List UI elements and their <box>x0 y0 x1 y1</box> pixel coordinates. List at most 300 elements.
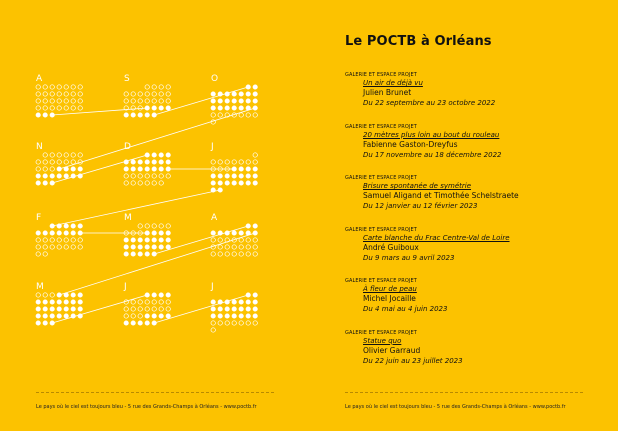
day-dot <box>43 167 47 171</box>
day-dot <box>211 300 215 304</box>
day-dot <box>166 99 170 103</box>
day-dot <box>225 174 229 178</box>
day-dot <box>166 293 170 297</box>
day-dot <box>71 293 75 297</box>
day-dot <box>50 85 54 89</box>
day-dot <box>36 238 40 242</box>
month-letter: A <box>211 213 218 223</box>
day-dot <box>211 307 215 311</box>
day-dot <box>232 231 236 235</box>
day-dot <box>152 245 156 249</box>
day-dot <box>152 153 156 157</box>
month-block <box>36 74 82 117</box>
day-dot <box>239 174 243 178</box>
day-dot <box>78 307 82 311</box>
event-artist: Samuel Aligand et Timothée Schelstraete <box>363 191 519 200</box>
month-letter: N <box>36 142 43 152</box>
period-link-line <box>52 190 220 226</box>
event-item <box>345 124 605 176</box>
day-dot <box>71 224 75 228</box>
day-dot <box>211 238 215 242</box>
day-dot <box>78 167 82 171</box>
day-dot <box>138 238 142 242</box>
day-dot <box>239 99 243 103</box>
day-dot <box>246 252 250 256</box>
day-dot <box>64 92 68 96</box>
day-dot <box>218 238 222 242</box>
month-letter: S <box>124 74 130 84</box>
day-dot <box>225 307 229 311</box>
event-dates: Du 12 janvier au 12 février 2023 <box>363 202 478 210</box>
day-dot <box>225 106 229 110</box>
day-dot <box>218 252 222 256</box>
day-dot <box>239 321 243 325</box>
day-dot <box>36 252 40 256</box>
day-dot <box>64 99 68 103</box>
day-dot <box>166 231 170 235</box>
event-artist: Olivier Garraud <box>363 345 421 355</box>
page-title: Le POCTB à Orléans <box>345 34 492 49</box>
day-dot <box>138 106 142 110</box>
month-letter: J <box>124 282 127 292</box>
month-block <box>124 142 170 185</box>
day-dot <box>64 160 68 164</box>
day-dot <box>166 314 170 318</box>
event-artist: Michel Jocaille <box>363 294 416 303</box>
month-letter: J <box>211 142 214 152</box>
day-dot <box>145 92 149 96</box>
event-title: Brisure spontanée de symétrie <box>363 182 472 190</box>
day-dot <box>57 307 61 311</box>
day-dot <box>152 99 156 103</box>
day-dot <box>159 245 163 249</box>
day-dot <box>239 252 243 256</box>
day-dot <box>50 174 54 178</box>
day-dot <box>253 307 257 311</box>
event-title: 20 mètres plus loin au bout du rouleau <box>363 130 500 139</box>
day-dot <box>131 238 135 242</box>
day-dot <box>36 113 40 117</box>
day-dot <box>50 231 54 235</box>
day-dot <box>253 167 257 171</box>
day-dot <box>218 106 222 110</box>
day-dot <box>78 106 82 110</box>
day-dot <box>71 99 75 103</box>
day-dot <box>124 92 128 96</box>
month-block <box>211 74 257 124</box>
day-dot <box>239 113 243 117</box>
day-dot <box>159 314 163 318</box>
event-list <box>345 72 605 381</box>
day-dot <box>159 85 163 89</box>
day-dot <box>225 314 229 318</box>
day-dot <box>159 293 163 297</box>
day-dot <box>71 167 75 171</box>
event-dates: Du 9 mars au 9 avril 2023 <box>363 253 455 262</box>
event-dates: Du 22 septembre au 23 octobre 2022 <box>363 99 496 107</box>
day-dot <box>232 252 236 256</box>
day-dot <box>78 85 82 89</box>
day-dot <box>64 231 68 235</box>
day-dot <box>152 160 156 164</box>
day-dot <box>232 106 236 110</box>
right-footer: Le pays où le ciel est toujours bleu - 5 rue des Grands-Champs à Orléans - www.poctb.fr <box>345 404 566 410</box>
day-dot <box>145 113 149 117</box>
day-dot <box>43 153 47 157</box>
day-dot <box>64 85 68 89</box>
day-dot <box>50 293 54 297</box>
day-dot <box>253 245 257 249</box>
day-dot <box>253 181 257 185</box>
day-dot <box>211 181 215 185</box>
day-dot <box>211 160 215 164</box>
event-artist: Fabienne Gaston-Dreyfus <box>363 139 458 149</box>
event-dates: Du 22 juin au 23 juillet 2023 <box>363 356 463 365</box>
day-dot <box>64 238 68 242</box>
day-dot <box>211 328 215 332</box>
day-dot <box>124 99 128 103</box>
day-dot <box>138 307 142 311</box>
day-dot <box>232 245 236 249</box>
day-dot <box>138 181 142 185</box>
day-dot <box>232 160 236 164</box>
day-dot <box>36 92 40 96</box>
day-dot <box>71 307 75 311</box>
event-dates: Du 17 novembre au 18 décembre 2022 <box>363 150 502 159</box>
dot-calendar <box>0 0 300 380</box>
day-dot <box>43 293 47 297</box>
day-dot <box>166 153 170 157</box>
day-dot <box>124 238 128 242</box>
day-dot <box>71 160 75 164</box>
day-dot <box>232 99 236 103</box>
day-dot <box>152 224 156 228</box>
day-dot <box>131 113 135 117</box>
day-dot <box>159 174 163 178</box>
day-dot <box>36 174 40 178</box>
day-dot <box>50 307 54 311</box>
event-item <box>345 175 605 227</box>
day-dot <box>246 92 250 96</box>
day-dot <box>218 245 222 249</box>
event-item <box>345 72 605 124</box>
day-dot <box>246 300 250 304</box>
day-dot <box>211 252 215 256</box>
day-dot <box>43 99 47 103</box>
day-dot <box>246 167 250 171</box>
day-dot <box>166 307 170 311</box>
day-dot <box>218 314 222 318</box>
day-dot <box>218 113 222 117</box>
day-dot <box>138 113 142 117</box>
event-artist: Julien Brunet <box>363 88 412 97</box>
day-dot <box>78 92 82 96</box>
day-dot <box>211 99 215 103</box>
month-letter: A <box>36 74 43 84</box>
event-item <box>345 227 605 279</box>
day-dot <box>138 174 142 178</box>
day-dot <box>232 300 236 304</box>
day-dot <box>166 300 170 304</box>
day-dot <box>232 181 236 185</box>
day-dot <box>225 252 229 256</box>
day-dot <box>246 238 250 242</box>
day-dot <box>166 238 170 242</box>
day-dot <box>57 99 61 103</box>
event-category: GALERIE ET ESPACE PROJET <box>345 278 417 284</box>
day-dot <box>145 252 149 256</box>
period-link-line <box>59 233 255 295</box>
day-dot <box>211 113 215 117</box>
day-dot <box>78 300 82 304</box>
day-dot <box>211 321 215 325</box>
day-dot <box>159 224 163 228</box>
day-dot <box>124 321 128 325</box>
right-divider <box>345 392 583 393</box>
day-dot <box>145 174 149 178</box>
day-dot <box>138 92 142 96</box>
day-dot <box>138 224 142 228</box>
day-dot <box>131 92 135 96</box>
day-dot <box>71 92 75 96</box>
day-dot <box>57 160 61 164</box>
day-dot <box>145 314 149 318</box>
day-dot <box>145 181 149 185</box>
day-dot <box>145 99 149 103</box>
day-dot <box>246 245 250 249</box>
day-dot <box>166 85 170 89</box>
day-dot <box>225 99 229 103</box>
day-dot <box>145 160 149 164</box>
day-dot <box>36 321 40 325</box>
month-block <box>124 213 170 256</box>
day-dot <box>124 113 128 117</box>
day-dot <box>71 238 75 242</box>
day-dot <box>78 238 82 242</box>
day-dot <box>225 181 229 185</box>
day-dot <box>124 181 128 185</box>
day-dot <box>50 160 54 164</box>
day-dot <box>159 99 163 103</box>
day-dot <box>246 314 250 318</box>
day-dot <box>253 85 257 89</box>
day-dot <box>43 245 47 249</box>
day-dot <box>218 181 222 185</box>
day-dot <box>239 300 243 304</box>
day-dot <box>50 92 54 96</box>
day-dot <box>50 314 54 318</box>
day-dot <box>145 245 149 249</box>
day-dot <box>211 231 215 235</box>
day-dot <box>64 224 68 228</box>
day-dot <box>64 174 68 178</box>
day-dot <box>246 174 250 178</box>
day-dot <box>43 238 47 242</box>
month-block <box>210 282 257 332</box>
day-dot <box>239 160 243 164</box>
event-dates: Du 4 mai au 4 juin 2023 <box>363 305 448 313</box>
day-dot <box>159 231 163 235</box>
day-dot <box>43 106 47 110</box>
day-dot <box>138 314 142 318</box>
month-block <box>36 213 82 256</box>
day-dot <box>159 153 163 157</box>
day-dot <box>57 231 61 235</box>
day-dot <box>232 321 236 325</box>
day-dot <box>36 160 40 164</box>
month-block <box>210 142 257 192</box>
day-dot <box>152 300 156 304</box>
day-dot <box>145 238 149 242</box>
day-dot <box>246 99 250 103</box>
day-dot <box>145 300 149 304</box>
day-dot <box>152 174 156 178</box>
day-dot <box>239 238 243 242</box>
day-dot <box>71 245 75 249</box>
day-dot <box>64 153 68 157</box>
day-dot <box>131 307 135 311</box>
day-dot <box>64 300 68 304</box>
event-title: À fleur de peau <box>363 285 417 293</box>
day-dot <box>71 300 75 304</box>
day-dot <box>253 314 257 318</box>
day-dot <box>36 300 40 304</box>
day-dot <box>253 300 257 304</box>
day-dot <box>239 92 243 96</box>
day-dot <box>78 99 82 103</box>
event-artist: André Guiboux <box>363 242 419 252</box>
period-link-line <box>59 108 255 169</box>
day-dot <box>232 314 236 318</box>
day-dot <box>239 181 243 185</box>
day-dot <box>218 99 222 103</box>
event-category: GALERIE ET ESPACE PROJET <box>345 72 417 78</box>
event-title: Carte blanche du Frac Centre-Val de Loire <box>363 233 510 242</box>
month-letter: F <box>36 213 42 223</box>
day-dot <box>253 92 257 96</box>
day-dot <box>50 300 54 304</box>
day-dot <box>43 307 47 311</box>
month-letter: D <box>124 142 131 152</box>
day-dot <box>152 85 156 89</box>
day-dot <box>57 153 61 157</box>
day-dot <box>211 92 215 96</box>
day-dot <box>71 153 75 157</box>
day-dot <box>239 307 243 311</box>
day-dot <box>166 92 170 96</box>
event-category: GALERIE ET ESPACE PROJET <box>345 123 417 130</box>
day-dot <box>124 174 128 178</box>
day-dot <box>145 224 149 228</box>
day-dot <box>131 300 135 304</box>
day-dot <box>78 224 82 228</box>
month-letter: M <box>124 213 132 223</box>
day-dot <box>36 99 40 103</box>
day-dot <box>131 167 135 171</box>
day-dot <box>225 321 229 325</box>
day-dot <box>246 307 250 311</box>
day-dot <box>36 106 40 110</box>
day-dot <box>57 174 61 178</box>
day-dot <box>232 92 236 96</box>
day-dot <box>225 245 229 249</box>
day-dot <box>232 174 236 178</box>
day-dot <box>159 307 163 311</box>
day-dot <box>36 307 40 311</box>
day-dot <box>218 174 222 178</box>
day-dot <box>71 106 75 110</box>
day-dot <box>218 307 222 311</box>
day-dot <box>124 245 128 249</box>
day-dot <box>50 245 54 249</box>
day-dot <box>152 167 156 171</box>
day-dot <box>43 181 47 185</box>
day-dot <box>246 321 250 325</box>
day-dot <box>43 92 47 96</box>
day-dot <box>36 85 40 89</box>
day-dot <box>138 321 142 325</box>
event-title: Statue quo <box>363 336 402 345</box>
day-dot <box>166 245 170 249</box>
left-divider <box>36 392 274 393</box>
day-dot <box>159 92 163 96</box>
day-dot <box>152 314 156 318</box>
day-dot <box>71 85 75 89</box>
day-dot <box>57 238 61 242</box>
day-dot <box>43 85 47 89</box>
day-dot <box>159 160 163 164</box>
day-dot <box>43 174 47 178</box>
day-dot <box>50 167 54 171</box>
day-dot <box>131 181 135 185</box>
day-dot <box>253 113 257 117</box>
day-dot <box>131 314 135 318</box>
day-dot <box>145 321 149 325</box>
day-dot <box>145 307 149 311</box>
day-dot <box>131 160 135 164</box>
month-letter: J <box>211 282 214 292</box>
day-dot <box>253 99 257 103</box>
day-dot <box>36 181 40 185</box>
day-dot <box>50 238 54 242</box>
event-category: GALERIE ET ESPACE PROJET <box>345 226 417 233</box>
day-dot <box>211 174 215 178</box>
day-dot <box>239 231 243 235</box>
day-dot <box>159 181 163 185</box>
day-dot <box>36 245 40 249</box>
day-dot <box>124 252 128 256</box>
day-dot <box>64 307 68 311</box>
month-letter: O <box>211 74 219 84</box>
day-dot <box>36 231 40 235</box>
day-dot <box>166 224 170 228</box>
day-dot <box>131 321 135 325</box>
day-dot <box>43 231 47 235</box>
day-dot <box>152 238 156 242</box>
day-dot <box>43 321 47 325</box>
day-dot <box>131 252 135 256</box>
day-dot <box>152 231 156 235</box>
day-dot <box>159 167 163 171</box>
day-dot <box>246 113 250 117</box>
day-dot <box>166 174 170 178</box>
day-dot <box>50 106 54 110</box>
day-dot <box>138 300 142 304</box>
day-dot <box>131 174 135 178</box>
day-dot <box>152 92 156 96</box>
event-item <box>345 278 605 330</box>
day-dot <box>78 153 82 157</box>
